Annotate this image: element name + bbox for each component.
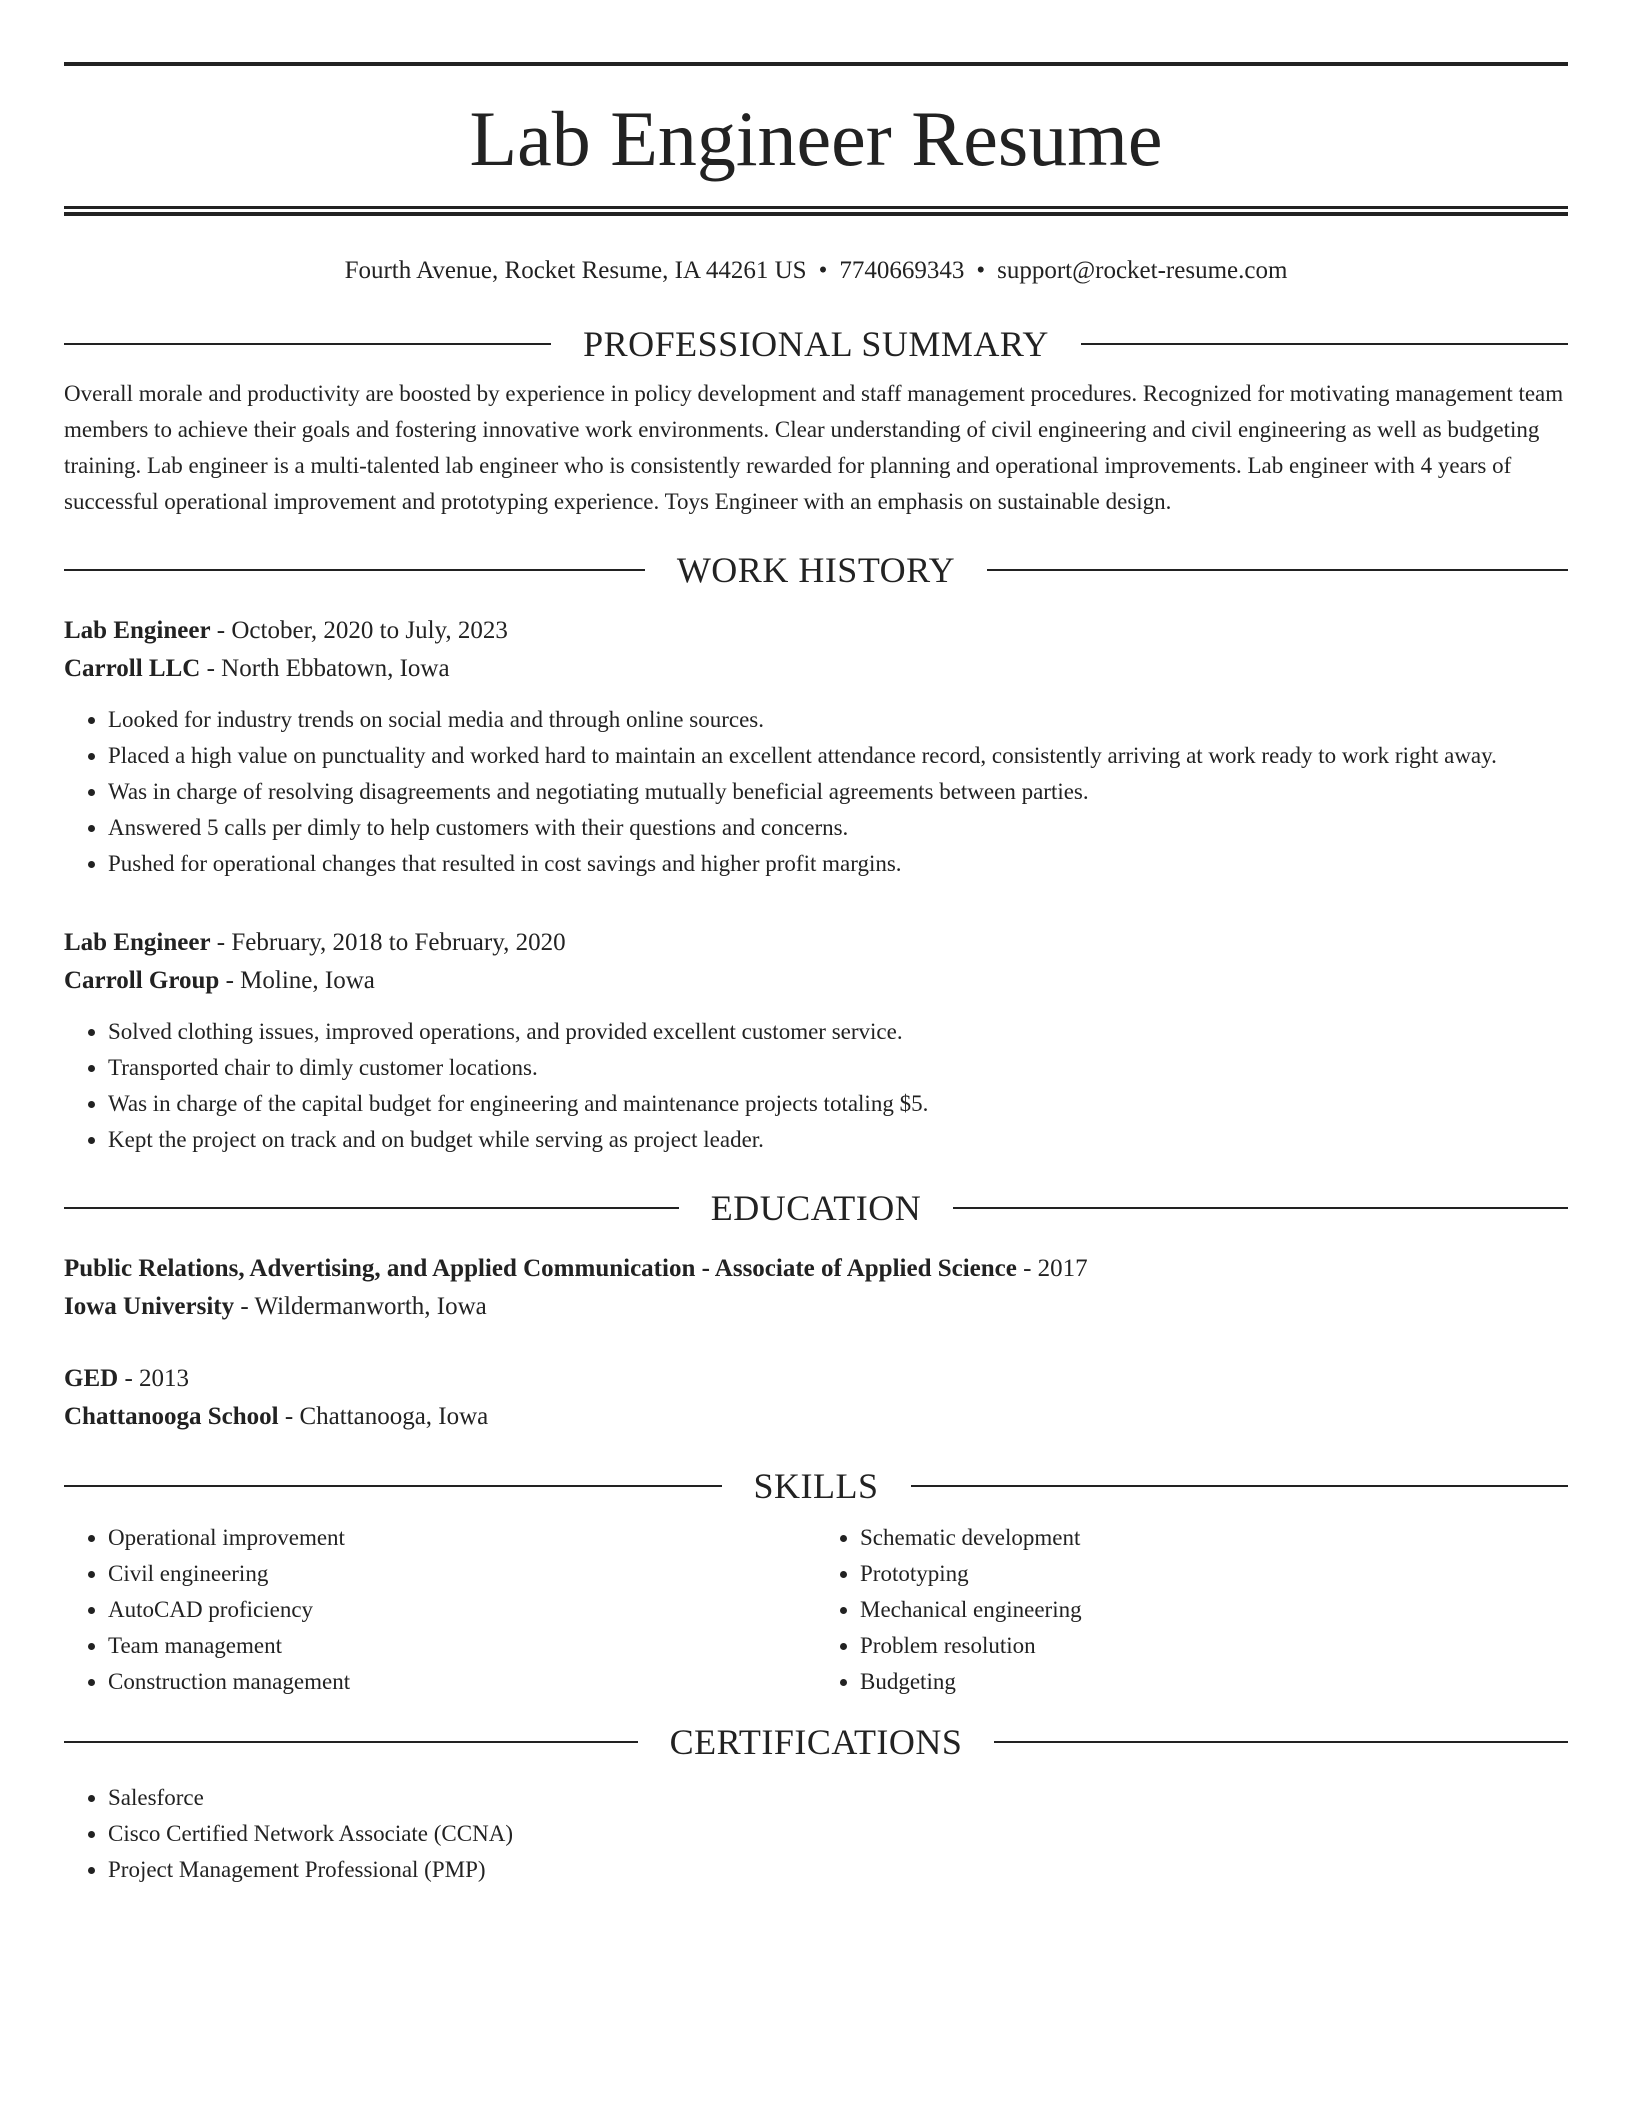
- section-header-education: [64, 1188, 1568, 1228]
- work-entry: [64, 612, 1568, 882]
- work-bullet: • Placed a high value on punctuality and worked hard to maintain an excellent attendance record, consistently arriving at work ready to work right away.: [108, 738, 1568, 774]
- education-school: Iowa University: [64, 1293, 235, 1320]
- work-bullet: • Looked for industry trends on social media and through online sources.: [108, 702, 1568, 738]
- contact-separator: •: [976, 257, 986, 284]
- section-title-certifications: CERTIFICATIONS: [669, 1722, 963, 1762]
- certification-item: • Project Management Professional (PMP): [108, 1852, 1568, 1888]
- section-rule: [64, 1485, 722, 1487]
- skills-list-left: [64, 1520, 816, 1700]
- section-rule: [64, 569, 645, 571]
- section-header-skills: [64, 1466, 1568, 1506]
- contact-line: [64, 254, 1568, 288]
- education-school: Chattanooga School: [64, 1403, 279, 1430]
- work-company: Carroll LLC: [64, 655, 201, 682]
- work-bullet: • Solved clothing issues, improved operations, and provided excellent customer service.: [108, 1014, 1568, 1050]
- work-bullet: • Kept the project on track and on budget while serving as project leader.: [108, 1122, 1568, 1158]
- section-rule: [987, 569, 1568, 571]
- skill-item: • Team management: [108, 1628, 816, 1664]
- section-header-work: [64, 550, 1568, 590]
- work-role-line: [64, 612, 1568, 650]
- work-bullets: [64, 702, 1568, 882]
- section-rule: [64, 343, 551, 345]
- skill-item: • Prototyping: [860, 1556, 1568, 1592]
- section-rule: [911, 1485, 1569, 1487]
- work-role: Lab Engineer: [64, 929, 211, 956]
- certifications-list: [64, 1780, 1568, 1888]
- skill-item: • Construction management: [108, 1664, 816, 1700]
- summary-text: Overall morale and productivity are boosted by experience in policy development and staff management procedures. Recognized for motivating management team members to achieve their goals and fostering innovative work environments. Clear understanding of civil engineering and civil engineering as well as budgeting training. Lab engineer is a multi-talented lab engineer who is consistently rewarded for planning and operational improvements. Lab engineer with 4 years of successful operational improvement and prototyping experience. Toys Engineer with an emphasis on sustainable design.: [64, 381, 1564, 514]
- work-bullet: • Was in charge of resolving disagreements and negotiating mutually beneficial agreements between parties.: [108, 774, 1568, 810]
- skill-item: • Operational improvement: [108, 1520, 816, 1556]
- work-bullets: [64, 1014, 1568, 1158]
- work-location: - North Ebbatown, Iowa: [200, 655, 450, 682]
- education-year: - 2017: [1016, 1255, 1088, 1282]
- work-company: Carroll Group: [64, 967, 220, 994]
- certifications: [64, 1780, 1568, 1888]
- contact-separator: •: [818, 257, 828, 284]
- title-double-rule: [64, 206, 1568, 216]
- section-rule: [64, 1207, 679, 1209]
- work-bullet: • Answered 5 calls per dimly to help customers with their questions and concerns.: [108, 810, 1568, 846]
- work-role-line: [64, 924, 1568, 962]
- resume-title: Lab Engineer Resume: [469, 95, 1163, 182]
- contact-address: Fourth Avenue, Rocket Resume, IA 44261 US: [344, 257, 807, 284]
- work-role: Lab Engineer: [64, 617, 211, 644]
- skill-item: • Civil engineering: [108, 1556, 816, 1592]
- skill-item: • Mechanical engineering: [860, 1592, 1568, 1628]
- education-location: - Wildermanworth, Iowa: [234, 1293, 487, 1320]
- skill-item: • AutoCAD proficiency: [108, 1592, 816, 1628]
- section-title-work: WORK HISTORY: [676, 550, 956, 590]
- section-header-summary: [64, 324, 1568, 364]
- skills-grid: [64, 1520, 1568, 1700]
- certification-item: • Salesforce: [108, 1780, 1568, 1816]
- work-bullet: • Transported chair to dimly customer locations.: [108, 1050, 1568, 1086]
- work-dates: - February, 2018 to February, 2020: [210, 929, 566, 956]
- education-degree-line: [64, 1360, 1568, 1398]
- skill-item: • Schematic development: [860, 1520, 1568, 1556]
- skills-list-right: [816, 1520, 1568, 1700]
- work-dates: - October, 2020 to July, 2023: [210, 617, 508, 644]
- contact-phone: 7740669343: [839, 257, 965, 284]
- education-school-line: [64, 1398, 1568, 1436]
- work-location: - Moline, Iowa: [219, 967, 375, 994]
- work-bullet: • Pushed for operational changes that resulted in cost savings and higher profit margins.: [108, 846, 1568, 882]
- education-degree: Public Relations, Advertising, and Applied Communication - Associate of Applied Science: [64, 1255, 1017, 1282]
- section-rule: [1081, 343, 1568, 345]
- education-entry: [64, 1360, 1568, 1436]
- section-rule: [64, 1741, 638, 1743]
- work-entry: [64, 924, 1568, 1158]
- work-bullet: • Was in charge of the capital budget for engineering and maintenance projects totaling $5.: [108, 1086, 1568, 1122]
- education-location: - Chattanooga, Iowa: [278, 1403, 489, 1430]
- certification-item: • Cisco Certified Network Associate (CCNA): [108, 1816, 1568, 1852]
- top-rule: [64, 62, 1568, 66]
- education-degree-line: [64, 1250, 1568, 1288]
- section-title-skills: SKILLS: [753, 1466, 879, 1506]
- education-degree: GED: [64, 1365, 119, 1392]
- skill-item: • Budgeting: [860, 1664, 1568, 1700]
- education-school-line: [64, 1288, 1568, 1326]
- education-year: - 2013: [118, 1365, 190, 1392]
- work-company-line: [64, 650, 1568, 688]
- section-title-education: EDUCATION: [710, 1188, 922, 1228]
- section-rule: [994, 1741, 1568, 1743]
- education-entry: [64, 1250, 1568, 1326]
- section-rule: [953, 1207, 1568, 1209]
- section-header-certifications: [64, 1722, 1568, 1762]
- section-title-summary: PROFESSIONAL SUMMARY: [583, 324, 1049, 364]
- contact-email: support@rocket-resume.com: [997, 257, 1288, 284]
- work-company-line: [64, 962, 1568, 1000]
- skill-item: • Problem resolution: [860, 1628, 1568, 1664]
